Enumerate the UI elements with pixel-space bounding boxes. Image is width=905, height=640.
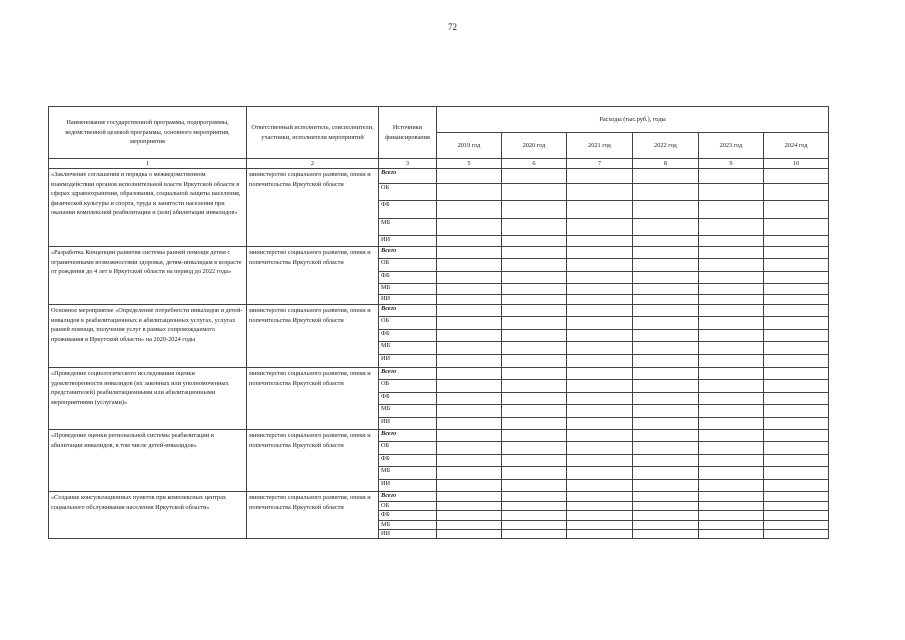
funding-source: ФБ	[379, 201, 437, 219]
expense-cell	[502, 219, 567, 236]
expense-cell	[699, 405, 764, 418]
expense-cell	[764, 317, 829, 330]
expense-cell	[699, 492, 764, 502]
funding-source: ФБ	[379, 393, 437, 405]
expense-cell	[633, 393, 699, 405]
expense-cell	[437, 480, 502, 492]
expense-cell	[437, 393, 502, 405]
funding-source: ОБ	[379, 502, 437, 511]
expense-cell	[764, 380, 829, 393]
expense-cell	[437, 330, 502, 342]
expense-cell	[633, 219, 699, 236]
funding-source: ОБ	[379, 184, 437, 201]
table-row	[49, 247, 829, 259]
expense-cell	[502, 259, 567, 272]
expense-cell	[633, 521, 699, 530]
expense-cell	[437, 184, 502, 201]
expense-cell	[633, 272, 699, 284]
funding-source: ИИ	[379, 236, 437, 247]
expense-cell	[764, 530, 829, 539]
expense-cell	[633, 511, 699, 521]
funding-source: Всего	[379, 247, 437, 259]
expense-cell	[437, 272, 502, 284]
expense-cell	[502, 368, 567, 380]
expense-cell	[567, 184, 633, 201]
expense-cell	[633, 480, 699, 492]
funding-source: ФБ	[379, 455, 437, 467]
expense-cell	[567, 467, 633, 480]
expense-cell	[699, 418, 764, 430]
expense-cell	[764, 455, 829, 467]
expense-cell	[567, 355, 633, 368]
measure-executor: министерство социального развития, опеки и попечительства Иркутской области	[247, 492, 379, 539]
expense-cell	[437, 492, 502, 502]
expense-cell	[764, 259, 829, 272]
expense-cell	[567, 305, 633, 317]
measure-name: «Проведение социологического исследования оценки удовлетворенности инвалидов (их законных или уполномоченных представителей) реабилитационными или абилитационными мероприятиями (услугами)»	[49, 368, 247, 430]
expense-cell	[633, 317, 699, 330]
expense-cell	[699, 236, 764, 247]
expense-cell	[764, 492, 829, 502]
expense-cell	[502, 201, 567, 219]
header-year: 2022 год	[633, 133, 699, 159]
funding-source: ОБ	[379, 442, 437, 455]
funding-source: ИИ	[379, 418, 437, 430]
expense-cell	[764, 511, 829, 521]
expense-cell	[437, 405, 502, 418]
expense-cell	[567, 247, 633, 259]
table-body	[49, 169, 829, 539]
measure-executor: министерство социального развития, опеки и попечительства Иркутской области	[247, 368, 379, 430]
expense-cell	[567, 455, 633, 467]
expense-cell	[633, 284, 699, 295]
expense-cell	[567, 317, 633, 330]
funding-source: ОБ	[379, 317, 437, 330]
expense-cell	[699, 272, 764, 284]
expense-cell	[502, 342, 567, 355]
expense-cell	[437, 342, 502, 355]
expense-cell	[437, 502, 502, 511]
table-row	[49, 368, 829, 380]
expense-cell	[502, 511, 567, 521]
expense-cell	[633, 467, 699, 480]
expense-cell	[502, 247, 567, 259]
table-row	[49, 305, 829, 317]
expense-cell	[764, 169, 829, 184]
expense-cell	[699, 442, 764, 455]
expense-cell	[437, 317, 502, 330]
header-year: 2020 год	[502, 133, 567, 159]
expense-cell	[502, 405, 567, 418]
expense-cell	[437, 442, 502, 455]
funding-source: ОБ	[379, 259, 437, 272]
funding-source: Всего	[379, 368, 437, 380]
column-number: 2	[247, 159, 379, 169]
expense-cell	[633, 380, 699, 393]
expense-cell	[502, 184, 567, 201]
expense-cell	[633, 368, 699, 380]
expense-cell	[764, 284, 829, 295]
expense-cell	[633, 430, 699, 442]
expense-cell	[699, 467, 764, 480]
expense-cell	[567, 295, 633, 305]
expense-cell	[633, 259, 699, 272]
column-number: 8	[633, 159, 699, 169]
expense-cell	[764, 521, 829, 530]
expense-cell	[764, 405, 829, 418]
funding-source: Всего	[379, 492, 437, 502]
expense-cell	[699, 330, 764, 342]
expense-cell	[502, 502, 567, 511]
expense-cell	[437, 467, 502, 480]
expense-cell	[502, 236, 567, 247]
expense-cell	[699, 184, 764, 201]
expense-cell	[502, 169, 567, 184]
header-year: 2023 год	[699, 133, 764, 159]
expense-cell	[567, 502, 633, 511]
expense-cell	[502, 430, 567, 442]
expense-cell	[567, 405, 633, 418]
expense-cell	[764, 480, 829, 492]
expense-cell	[633, 247, 699, 259]
expense-cell	[567, 330, 633, 342]
column-number: 5	[437, 159, 502, 169]
header-year: 2024 год	[764, 133, 829, 159]
measure-name: «Проведение оценки региональной системы реабилитации и абилитации инвалидов, в том числе детей-инвалидов»	[49, 430, 247, 492]
column-number: 3	[379, 159, 437, 169]
expense-cell	[437, 355, 502, 368]
funding-source: МБ	[379, 284, 437, 295]
expense-cell	[437, 295, 502, 305]
funding-source: ФБ	[379, 272, 437, 284]
expense-cell	[567, 480, 633, 492]
expense-cell	[699, 219, 764, 236]
expense-cell	[633, 455, 699, 467]
expense-cell	[502, 455, 567, 467]
expense-cell	[437, 247, 502, 259]
measure-executor: министерство социального развития, опеки и попечительства Иркутской области	[247, 169, 379, 247]
expense-cell	[633, 169, 699, 184]
expense-cell	[567, 521, 633, 530]
expense-cell	[502, 393, 567, 405]
expense-cell	[437, 430, 502, 442]
expense-cell	[764, 368, 829, 380]
expense-cell	[764, 467, 829, 480]
header-name-column: Наименование государственной программы, подпрограммы, ведомственной целевой программы, основного мероприятия, мероприятия	[49, 107, 247, 159]
expense-cell	[502, 305, 567, 317]
expense-cell	[633, 492, 699, 502]
expense-cell	[567, 259, 633, 272]
expense-cell	[699, 284, 764, 295]
expense-cell	[699, 430, 764, 442]
expense-cell	[437, 455, 502, 467]
expense-cell	[633, 405, 699, 418]
expense-cell	[633, 236, 699, 247]
expense-cell	[567, 393, 633, 405]
header-year: 2019 год	[437, 133, 502, 159]
funding-source: МБ	[379, 467, 437, 480]
expense-cell	[437, 169, 502, 184]
expense-cell	[502, 380, 567, 393]
expense-cell	[764, 305, 829, 317]
expense-cell	[699, 247, 764, 259]
measure-name: «Создание консультационных пунктов при комплексных центрах социального обслуживания населения Иркутской области»	[49, 492, 247, 539]
expense-cell	[699, 393, 764, 405]
funding-source: МБ	[379, 219, 437, 236]
expense-cell	[502, 284, 567, 295]
header-executor-column: Ответственный исполнитель, соисполнители, участники, исполнители мероприятий	[247, 107, 379, 159]
expense-cell	[699, 355, 764, 368]
expense-cell	[764, 502, 829, 511]
measure-name: «Заключение соглашения и порядка о межведомственном взаимодействии органов исполнительной власти Иркутской области в сферах здравоохранения, образования, социальной защиты населения, физической культуры и спорта, труда и занятости населения при оказании комплексной реабилитации и (или) абилитации инвалидов»	[49, 169, 247, 247]
expense-cell	[699, 511, 764, 521]
expense-cell	[699, 380, 764, 393]
expense-cell	[699, 169, 764, 184]
expense-cell	[764, 247, 829, 259]
expense-cell	[567, 201, 633, 219]
expense-cell	[502, 467, 567, 480]
expense-cell	[437, 530, 502, 539]
expense-cell	[502, 530, 567, 539]
expense-cell	[633, 355, 699, 368]
expense-cell	[764, 236, 829, 247]
expense-cell	[567, 236, 633, 247]
funding-source: Всего	[379, 169, 437, 184]
expense-cell	[567, 368, 633, 380]
expense-cell	[567, 430, 633, 442]
table-row	[49, 492, 829, 502]
column-number: 1	[49, 159, 247, 169]
measure-name: Основное мероприятие «Определение потребности инвалидов и детей-инвалидов в реабилитационных и абилитационных услугах, услугах ранней помощи, получения услуг в рамках сопровождаемого проживания в Иркутской области» на 2020-2024 годы	[49, 305, 247, 368]
expense-cell	[502, 418, 567, 430]
expense-cell	[437, 201, 502, 219]
expense-cell	[699, 480, 764, 492]
funding-source: МБ	[379, 521, 437, 530]
expense-cell	[633, 295, 699, 305]
expense-cell	[633, 330, 699, 342]
expense-cell	[764, 295, 829, 305]
expenses-table	[48, 106, 829, 539]
measure-name: «Разработка Концепции развития системы ранней помощи детям с ограниченными возможностями здоровья, детям-инвалидам в возрасте от рождения до 4 лет в Иркутской области на период до 2022 года»	[49, 247, 247, 305]
expense-cell	[567, 272, 633, 284]
expense-cell	[437, 521, 502, 530]
expense-cell	[502, 492, 567, 502]
header-expenses: Расходы (тыс.руб.), годы	[437, 107, 829, 133]
expense-cell	[633, 442, 699, 455]
expense-cell	[699, 455, 764, 467]
expense-cell	[502, 272, 567, 284]
expense-cell	[567, 492, 633, 502]
column-number: 9	[699, 159, 764, 169]
funding-source: Всего	[379, 305, 437, 317]
funding-source: ИИ	[379, 355, 437, 368]
funding-source: МБ	[379, 405, 437, 418]
expense-cell	[437, 259, 502, 272]
expense-cell	[567, 511, 633, 521]
expense-cell	[502, 442, 567, 455]
funding-source: ОБ	[379, 380, 437, 393]
expense-cell	[764, 430, 829, 442]
table-row	[49, 430, 829, 442]
expense-cell	[633, 502, 699, 511]
header-year: 2021 год	[567, 133, 633, 159]
column-number: 7	[567, 159, 633, 169]
expense-cell	[764, 201, 829, 219]
expense-cell	[437, 236, 502, 247]
expense-cell	[567, 380, 633, 393]
expense-cell	[699, 521, 764, 530]
expense-cell	[502, 295, 567, 305]
expense-cell	[437, 418, 502, 430]
expense-cell	[502, 521, 567, 530]
expense-cell	[633, 530, 699, 539]
expense-cell	[633, 342, 699, 355]
expense-cell	[699, 368, 764, 380]
funding-source: ФБ	[379, 330, 437, 342]
header-sources-column: Источники финансирования	[379, 107, 437, 159]
expense-cell	[502, 355, 567, 368]
expense-cell	[437, 284, 502, 295]
expense-cell	[764, 355, 829, 368]
expense-cell	[699, 305, 764, 317]
column-number: 6	[502, 159, 567, 169]
funding-source: ИИ	[379, 480, 437, 492]
expense-cell	[437, 305, 502, 317]
expense-cell	[437, 368, 502, 380]
expense-cell	[567, 342, 633, 355]
expense-cell	[699, 342, 764, 355]
expense-cell	[502, 480, 567, 492]
expense-cell	[633, 418, 699, 430]
expense-cell	[567, 219, 633, 236]
expense-cell	[567, 418, 633, 430]
expense-cell	[764, 330, 829, 342]
table-row	[49, 169, 829, 184]
expense-cell	[502, 330, 567, 342]
expense-cell	[502, 317, 567, 330]
page-number: 72	[448, 22, 457, 32]
expense-cell	[764, 272, 829, 284]
expense-cell	[764, 342, 829, 355]
funding-source: Всего	[379, 430, 437, 442]
expense-cell	[699, 295, 764, 305]
expense-cell	[764, 442, 829, 455]
expense-cell	[633, 305, 699, 317]
expense-cell	[699, 201, 764, 219]
expense-cell	[764, 393, 829, 405]
expense-cell	[699, 502, 764, 511]
expense-cell	[437, 380, 502, 393]
measure-executor: министерство социального развития, опеки и попечительства Иркутской области	[247, 430, 379, 492]
expense-cell	[699, 317, 764, 330]
expense-cell	[567, 169, 633, 184]
measure-executor: министерство социального развития, опеки и попечительства Иркутской области	[247, 247, 379, 305]
funding-source: ИИ	[379, 295, 437, 305]
funding-source: МБ	[379, 342, 437, 355]
expense-cell	[633, 184, 699, 201]
expense-cell	[567, 284, 633, 295]
expense-cell	[699, 259, 764, 272]
column-number: 10	[764, 159, 829, 169]
funding-source: ФБ	[379, 511, 437, 521]
measure-executor: министерство социального развития, опеки и попечительства Иркутской области	[247, 305, 379, 368]
expense-cell	[437, 219, 502, 236]
expense-cell	[764, 418, 829, 430]
expense-cell	[764, 219, 829, 236]
expense-cell	[764, 184, 829, 201]
column-numbers-row	[49, 159, 829, 169]
expense-cell	[567, 530, 633, 539]
funding-source: ИИ	[379, 530, 437, 539]
expense-cell	[437, 511, 502, 521]
expense-cell	[633, 201, 699, 219]
expense-cell	[567, 442, 633, 455]
expense-cell	[699, 530, 764, 539]
